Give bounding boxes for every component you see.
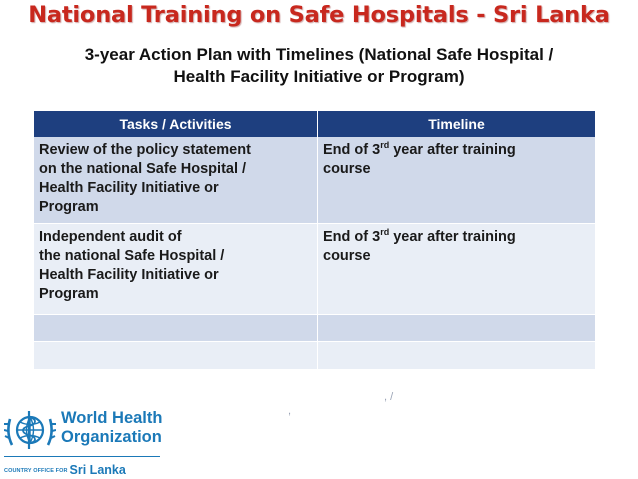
task-line: Independent audit of — [39, 229, 182, 245]
timeline-suffix: year after training — [389, 229, 516, 245]
who-logo — [4, 405, 164, 475]
who-emblem-icon — [4, 405, 56, 455]
timeline-cell — [318, 224, 596, 315]
timeline-prefix: End of 3 — [323, 229, 381, 245]
who-wordmark — [61, 409, 162, 447]
country-name: Sri Lanka — [69, 463, 126, 477]
table-header-row — [34, 111, 595, 137]
slide-banner-title: National Training on Safe Hospitals - Sri Lanka — [28, 2, 610, 28]
task-cell — [34, 137, 318, 224]
task-line: the national Safe Hospital / — [39, 248, 225, 264]
table-row-empty — [34, 342, 595, 370]
task-line: Program — [39, 199, 99, 215]
timeline-line-2: course — [323, 161, 371, 177]
table-row-empty — [34, 315, 595, 342]
timeline-ordinal: rd — [380, 140, 390, 150]
empty-cell — [34, 315, 318, 342]
action-plan-table — [34, 111, 595, 370]
stray-mark: , / — [384, 391, 394, 403]
slide-subtitle — [0, 44, 638, 88]
timeline-line — [323, 141, 591, 160]
stray-mark: , — [288, 405, 292, 417]
task-line: Health Facility Initiative or — [39, 180, 219, 196]
task-line: Program — [39, 286, 99, 302]
header-timeline: Timeline — [318, 111, 596, 137]
timeline-line — [323, 228, 591, 247]
task-line: Review of the policy statement — [39, 142, 251, 158]
logo-divider — [4, 456, 160, 457]
empty-cell — [318, 315, 596, 342]
timeline-prefix: End of 3 — [323, 142, 381, 158]
timeline-suffix: year after training — [389, 142, 516, 158]
task-line: on the national Safe Hospital / — [39, 161, 247, 177]
subtitle-line-2: Health Facility Initiative or Program) — [173, 67, 465, 86]
empty-cell — [34, 342, 318, 370]
timeline-cell — [318, 137, 596, 224]
who-wordmark-line-1: World Health — [61, 409, 163, 427]
task-line: Health Facility Initiative or — [39, 267, 219, 283]
header-tasks: Tasks / Activities — [34, 111, 318, 137]
subtitle-line-1: 3-year Action Plan with Timelines (National Safe Hospital / — [84, 45, 554, 64]
empty-cell — [318, 342, 596, 370]
timeline-ordinal: rd — [380, 227, 390, 237]
timeline-line-2: course — [323, 248, 371, 264]
table-row — [34, 224, 595, 315]
who-wordmark-line-2: Organization — [61, 428, 162, 446]
task-cell — [34, 224, 318, 315]
table-row — [34, 137, 595, 224]
country-office-label: COUNTRY OFFICE FOR — [4, 468, 68, 474]
who-country-office — [4, 461, 126, 479]
